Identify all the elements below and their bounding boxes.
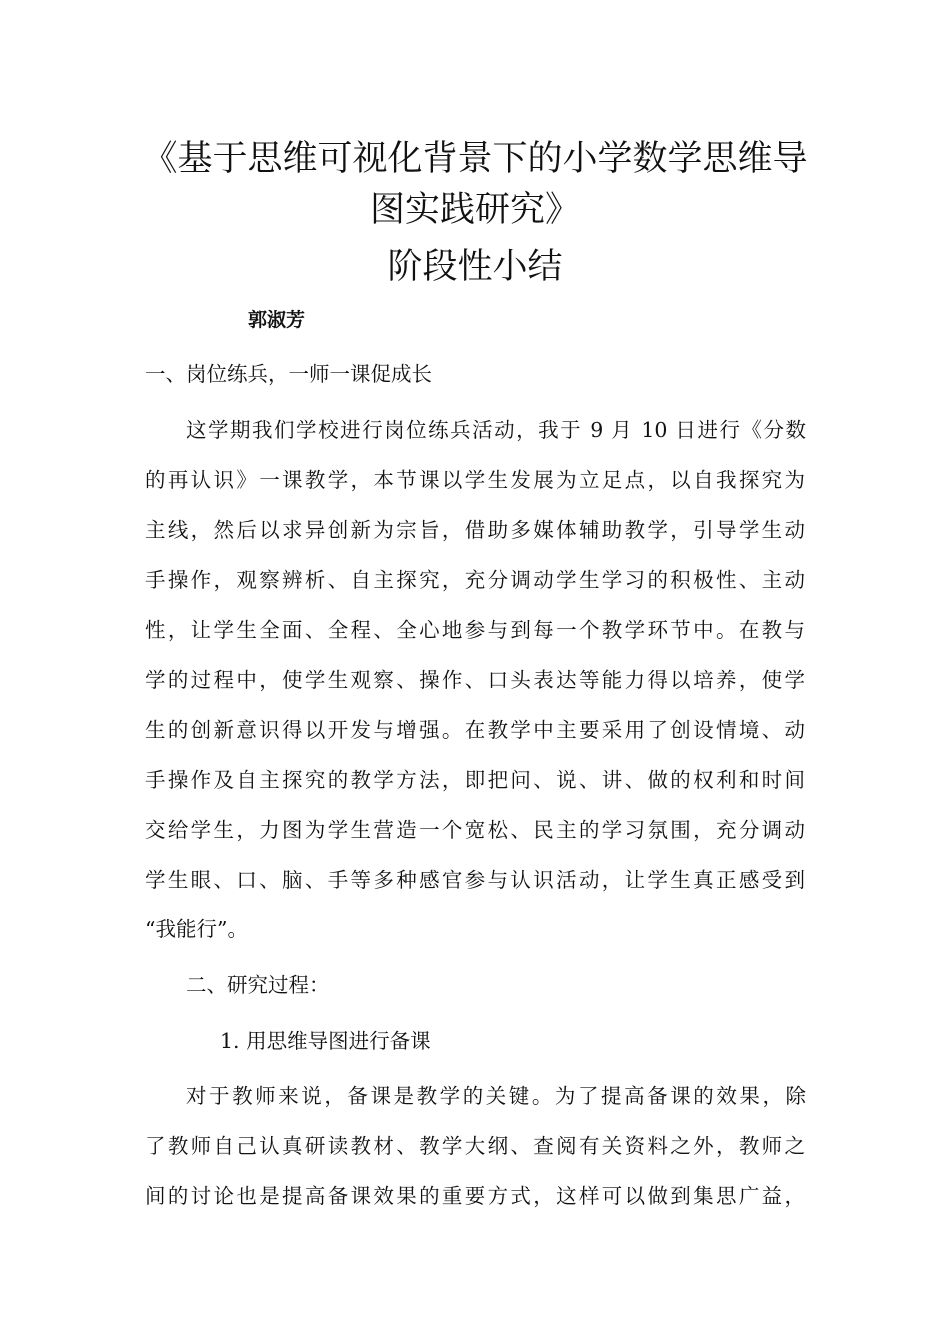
paragraph-line: 学的过程中，使学生观察、操作、口头表达等能力得以培养，使学: [145, 668, 805, 692]
paragraph-line: 手操作及自主探究的教学方法，即把问、说、讲、做的权利和时间: [145, 768, 805, 792]
author-name: 郭淑芳: [248, 309, 306, 331]
paragraph-line: 生的创新意识得以开发与增强。在教学中主要采用了创设情境、动: [145, 718, 805, 742]
document-subtitle: 阶段性小结: [387, 247, 563, 287]
paragraph-line: 手操作，观察辨析、自主探究，充分调动学生学习的积极性、主动: [145, 568, 805, 592]
section-2-heading: 二、研究过程：: [186, 973, 330, 997]
paragraph-line: “我能行”。: [145, 917, 248, 941]
section-1-heading: 一、岗位练兵，一师一课促成长: [145, 362, 432, 386]
paragraph-line: 这学期我们学校进行岗位练兵活动，我于 9 月 10 日进行《分数: [186, 418, 806, 442]
paragraph-line: 的再认识》一课教学，本节课以学生发展为立足点，以自我探究为: [145, 468, 805, 492]
document-title-line-1: 《基于思维可视化背景下的小学数学思维导: [142, 139, 808, 179]
paragraph-line: 对于教师来说，备课是教学的关键。为了提高备课的效果，除: [186, 1084, 806, 1108]
section-2-subheading: 1. 用思维导图进行备课: [220, 1029, 431, 1053]
paragraph-line: 间的讨论也是提高备课效果的重要方式，这样可以做到集思广益，: [145, 1184, 805, 1208]
paragraph-line: 主线，然后以求异创新为宗旨，借助多媒体辅助教学，引导学生动: [145, 518, 805, 542]
document-title-line-2: 图实践研究》: [369, 190, 580, 230]
paragraph-line: 学生眼、口、脑、手等多种感官参与认识活动，让学生真正感受到: [145, 868, 805, 892]
paragraph-line: 交给学生，力图为学生营造一个宽松、民主的学习氛围，充分调动: [145, 818, 805, 842]
paragraph-line: 性，让学生全面、全程、全心地参与到每一个教学环节中。在教与: [145, 618, 805, 642]
paragraph-line: 了教师自己认真研读教材、教学大纲、查阅有关资料之外，教师之: [145, 1134, 805, 1158]
